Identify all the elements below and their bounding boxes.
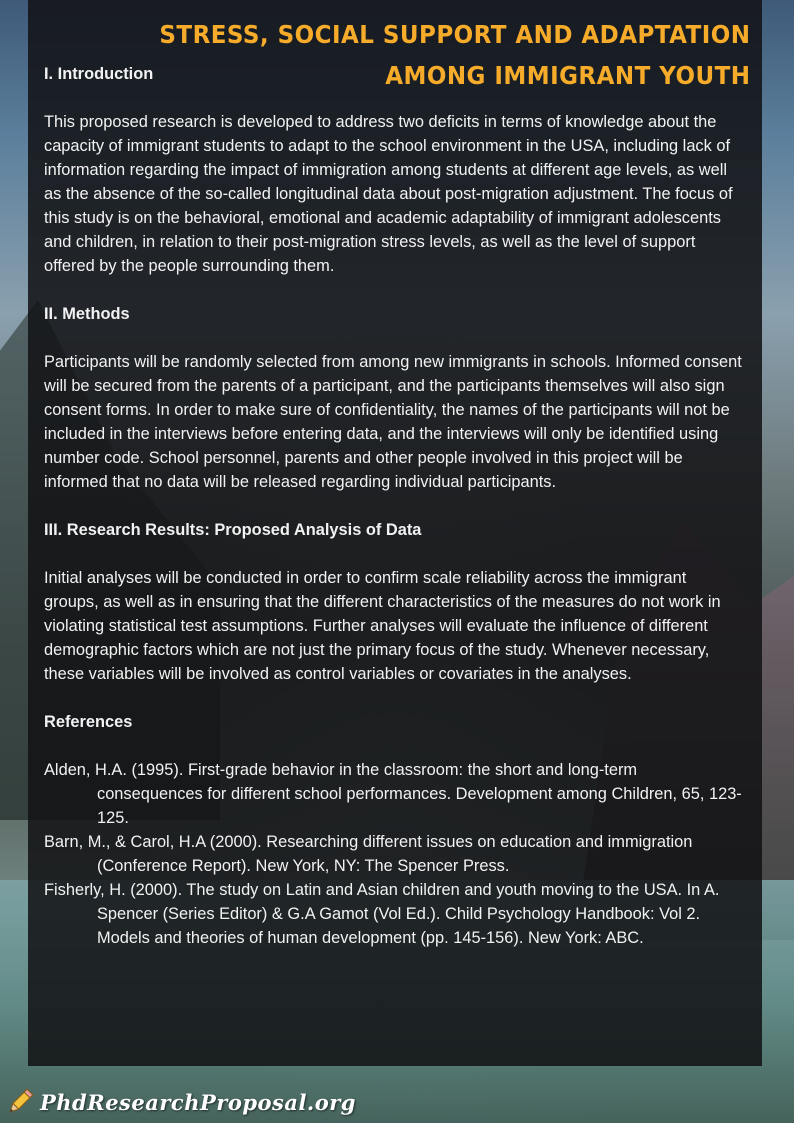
page-title-line-2: AMONG IMMIGRANT YOUTH [384,61,750,90]
methods-text: Participants will be randomly selected from among new immigrants in schools. Informed consent will be secured from the parents of a participant, and the participants themselves will also sign consent forms. In order to make sure of confidentiality, the names of the participants will not be included in the interviews before entering data, and the interviews will only be identified using number code. School personnel, parents and other people involved in this project will be informed that no data will be released regarding individual participants. [44,353,742,491]
methods-heading: II. Methods [44,305,130,323]
pencil-icon [4,1086,36,1118]
document-body [44,62,744,950]
footer-brand: PhdResearchProposal.org [40,1089,356,1115]
page-title-line-1: STRESS, SOCIAL SUPPORT AND ADAPTATION [158,20,750,49]
footer-logo[interactable] [4,1082,356,1122]
reference-item: Barn, M., & Carol, H.A (2000). Researching different issues on education and immigration (Conference Report). New York, NY: The Spencer Press. [44,833,693,875]
references-list [44,758,744,950]
introduction-heading: I. Introduction [44,65,154,83]
results-heading: III. Research Results: Proposed Analysis of Data [44,521,422,539]
reference-item: Alden, H.A. (1995). First-grade behavior in the classroom: the short and long-term consequences for different school performances. Development among Children, 65, 123-125. [44,761,742,827]
reference-item: Fisherly, H. (2000). The study on Latin and Asian children and youth moving to the USA. In A. Spencer (Series Editor) & G.A Gamot (Vol Ed.). Child Psychology Handbook: Vol 2. Models and theories of human development (pp. 145-156). New York: ABC. [44,881,720,947]
introduction-text: This proposed research is developed to address two deficits in terms of knowledge about the capacity of immigrant students to adapt to the school environment in the USA, including lack of information regarding the impact of immigration among students at different age levels, as well as the absence of the so-called longitudinal data about post-migration adjustment. The focus of this study is on the behavioral, emotional and academic adaptability of immigrant adolescents and children, in relation to their post-migration stress levels, as well as the level of support offered by the people surrounding them. [44,113,733,275]
references-heading: References [44,713,133,731]
results-text: Initial analyses will be conducted in order to confirm scale reliability across the immigrant groups, as well as in ensuring that the different characteristics of the measures do not work in violating statistical test assumptions. Further analyses will evaluate the influence of different demographic factors which are not just the primary focus of the study. Whenever necessary, these variables will be involved as control variables or covariates in the analyses. [44,569,721,683]
